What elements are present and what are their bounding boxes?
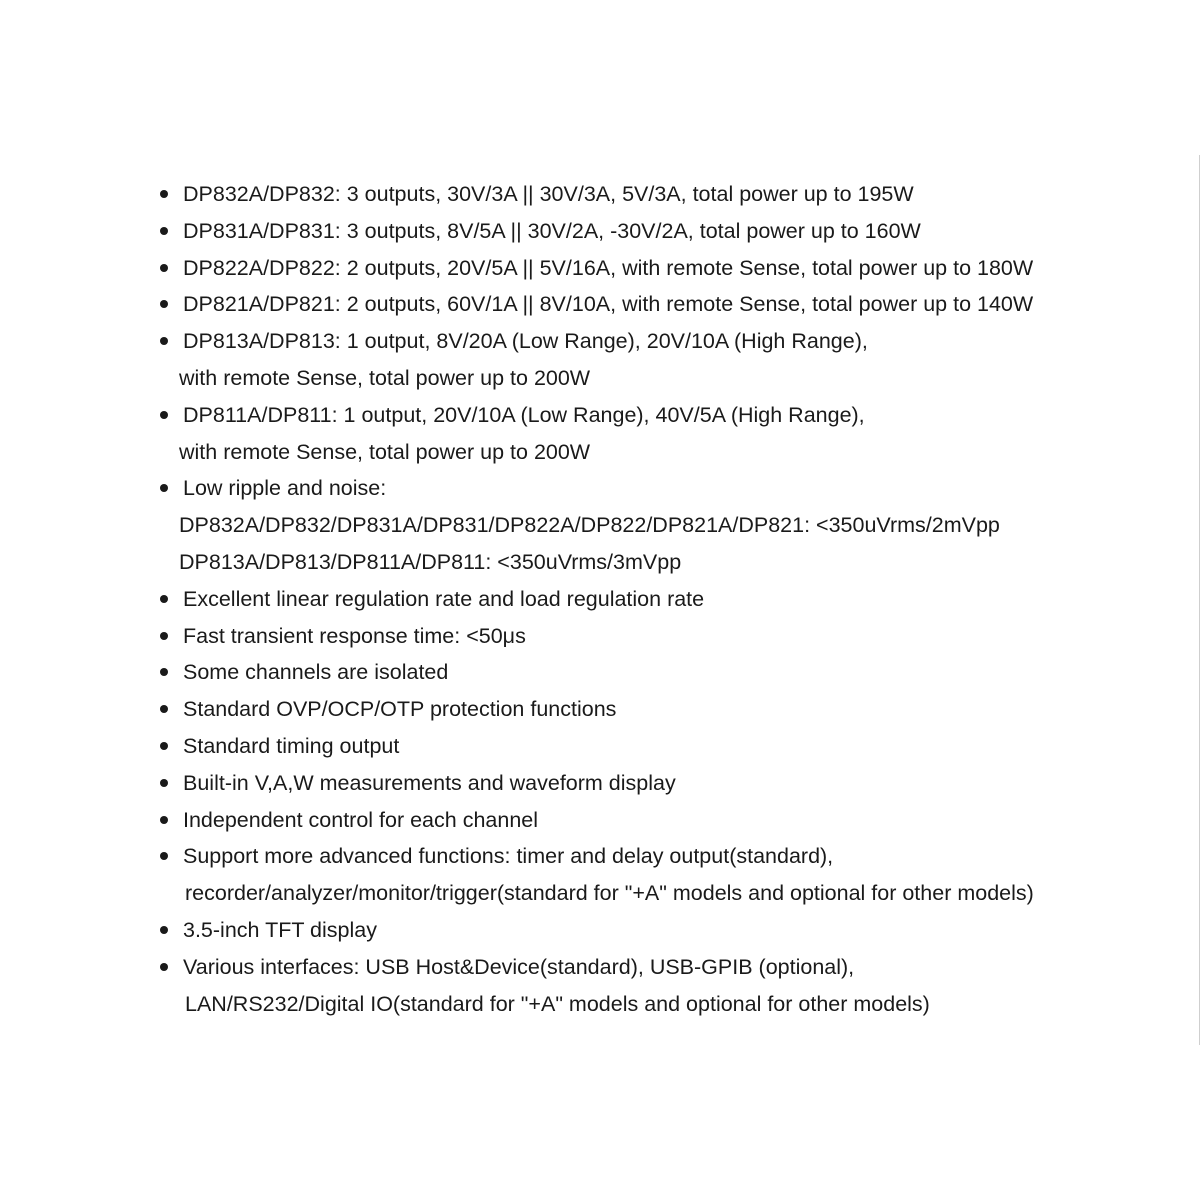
- feature-text: DP822A/DP822: 2 outputs, 20V/5A || 5V/16A, with remote Sense, total power up to 180W: [183, 255, 1034, 280]
- feature-text-continued: recorder/analyzer/monitor/trigger(standard for "+A" models and optional for other models): [185, 881, 1034, 906]
- feature-text: DP831A/DP831: 3 outputs, 8V/5A || 30V/2A, -30V/2A, total power up to 160W: [183, 218, 921, 243]
- bullet-icon: [160, 411, 168, 419]
- bullet-icon: [160, 632, 168, 640]
- feature-text: Built-in V,A,W measurements and waveform display: [183, 770, 676, 795]
- feature-item-dp811: [160, 397, 1120, 471]
- feature-text-continued: LAN/RS232/Digital IO(standard for "+A" models and optional for other models): [185, 991, 930, 1016]
- bullet-icon: [160, 963, 168, 971]
- feature-item-interfaces: [160, 949, 1120, 1023]
- feature-text-continued: with remote Sense, total power up to 200W: [179, 365, 591, 390]
- feature-text: DP811A/DP811: 1 output, 20V/10A (Low Range), 40V/5A (High Range),: [183, 402, 865, 427]
- feature-item-measurements: [160, 765, 1120, 802]
- feature-item-timing: [160, 728, 1120, 765]
- feature-text: Support more advanced functions: timer and delay output(standard),: [183, 844, 834, 869]
- feature-item-transient: [160, 618, 1120, 655]
- feature-text: 3.5-inch TFT display: [183, 917, 377, 942]
- bullet-icon: [160, 926, 168, 934]
- feature-text: DP813A/DP813: 1 output, 8V/20A (Low Range), 20V/10A (High Range),: [183, 329, 868, 354]
- feature-text: DP821A/DP821: 2 outputs, 60V/1A || 8V/10A, with remote Sense, total power up to 140W: [183, 292, 1034, 317]
- feature-item-dp822: [160, 250, 1120, 287]
- feature-text: Independent control for each channel: [183, 807, 539, 832]
- feature-text: Fast transient response time: <50μs: [183, 623, 526, 648]
- feature-item-dp832: [160, 176, 1120, 213]
- bullet-icon: [160, 190, 168, 198]
- feature-text: Standard timing output: [183, 733, 400, 758]
- feature-item-independent-control: [160, 802, 1120, 839]
- feature-text: Some channels are isolated: [183, 660, 449, 685]
- feature-item-isolated: [160, 654, 1120, 691]
- feature-list: [160, 176, 1120, 1022]
- feature-item-advanced-functions: [160, 838, 1120, 912]
- feature-text-continued: with remote Sense, total power up to 200W: [179, 439, 591, 464]
- bullet-icon: [160, 595, 168, 603]
- feature-item-dp821: [160, 286, 1120, 323]
- feature-text: Low ripple and noise:: [183, 476, 387, 501]
- feature-text: Excellent linear regulation rate and load regulation rate: [183, 586, 705, 611]
- bullet-icon: [160, 816, 168, 824]
- feature-item-display: [160, 912, 1120, 949]
- bullet-icon: [160, 227, 168, 235]
- feature-item-protection: [160, 691, 1120, 728]
- feature-item-regulation: [160, 581, 1120, 618]
- feature-item-dp813: [160, 323, 1120, 397]
- feature-text-continued: DP813A/DP813/DP811A/DP811: <350uVrms/3mVpp: [179, 549, 682, 574]
- feature-item-ripple-noise: [160, 470, 1120, 580]
- bullet-icon: [160, 264, 168, 272]
- feature-text: Standard OVP/OCP/OTP protection functions: [183, 697, 617, 722]
- feature-text: Various interfaces: USB Host&Device(standard), USB-GPIB (optional),: [183, 954, 855, 979]
- feature-text-continued: DP832A/DP832/DP831A/DP831/DP822A/DP822/DP821A/DP821: <350uVrms/2mVpp: [179, 513, 1000, 538]
- bullet-icon: [160, 742, 168, 750]
- feature-item-dp831: [160, 213, 1120, 250]
- feature-text: DP832A/DP832: 3 outputs, 30V/3A || 30V/3A, 5V/3A, total power up to 195W: [183, 182, 914, 206]
- bullet-icon: [160, 779, 168, 787]
